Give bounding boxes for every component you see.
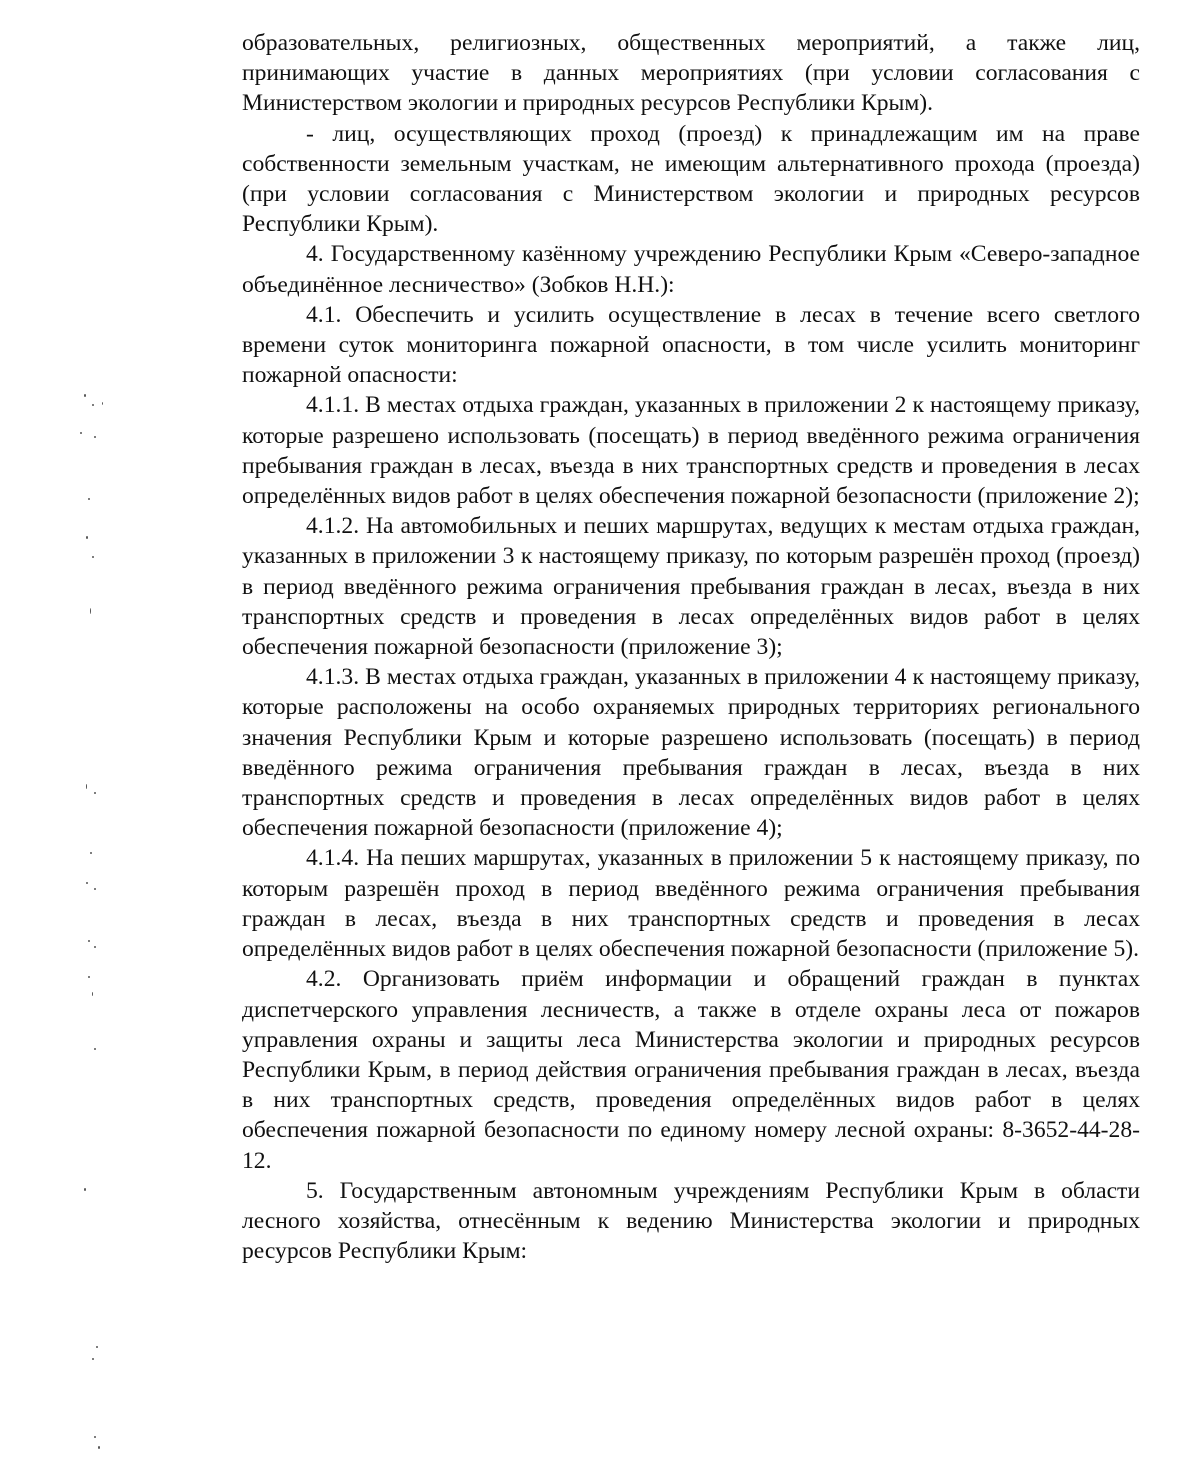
paragraph-item-4-1: 4.1. Обеспечить и усилить осуществление в лесах в течение всего светлого времени суток мониторинга пожарной опасности, в том числе усилить мониторинг пожарной опасности: [242,301,1140,389]
paragraph-item-4-1-4: 4.1.4. На пеших маршрутах, указанных в приложении 5 к настоящему приказу, по которым разрешён проход в период введённого режима ограничения пребывания граждан в лесах, въезда в них транспортных средств и проведения в лесах определённых видов работ в целях обеспечения пожарной безопасности (приложение 5). [242,845,1140,963]
paragraph-item-4-1-1: 4.1.1. В местах отдыха граждан, указанных в приложении 2 к настоящему приказу, которые разрешено использовать (посещать) в период введённого режима ограничения пребывания граждан в лесах, въезда в них транспортных средств и проведения в лесах определённых видов работ в целях обеспечения пожарной безопасности (приложение 2); [242,392,1140,510]
paragraph-continuation: образовательных, религиозных, общественных мероприятий, а также лиц, принимающих участие в данных мероприятиях (при условии согласования с Министерством экологии и природных ресурсов Республики Крым). [242,30,1140,117]
paragraph-landowners: - лиц, осуществляющих проход (проезд) к принадлежащим им на праве собственности земельным участкам, не имеющим альтернативного прохода (проезда) (при условии согласования с Министерством экологии и природных ресурсов Республики Крым). [242,120,1140,238]
paragraph-item-4-1-3: 4.1.3. В местах отдыха граждан, указанных в приложении 4 к настоящему приказу, которые расположены на особо охраняемых природных территориях регионального значения Республики Крым и которые разрешено использовать (посещать) в период введённого режима ограничения пребывания граждан в лесах, въезда в них транспортных средств и проведения в лесах определённых видов работ в целях обеспечения пожарной безопасности (приложение 4); [242,664,1140,842]
paragraph-item-5: 5. Государственным автономным учреждениям Республики Крым в области лесного хозяйства, отнесённым к ведению Министерства экологии и природных ресурсов Республики Крым: [242,1177,1140,1265]
paragraph-item-4-2: 4.2. Организовать приём информации и обращений граждан в пунктах диспетчерского управления лесничеств, а также в отделе охраны леса от пожаров управления охраны и защиты леса Министерства экологии и природных ресурсов Республики Крым, в период действия ограничения пребывания граждан в лесах, въезда в них транспортных средств, проведения определённых видов работ в целях обеспечения пожарной безопасности по единому номеру лесной охраны: 8-3652-44-28-12. [242,966,1140,1174]
paragraph-item-4: 4. Государственному казённому учреждению Республики Крым «Северо-западное объединённое лесничество» (Зобков Н.Н.): [242,241,1140,298]
scan-margin-noise [70,380,130,1480]
document-body [242,28,1140,1266]
paragraph-item-4-1-2: 4.1.2. На автомобильных и пеших маршрутах, ведущих к местам отдыха граждан, указанных в приложении 3 к настоящему приказу, по которым разрешён проход (проезд) в период введённого режима ограничения пребывания граждан в лесах, въезда в них транспортных средств и проведения в лесах определённых видов работ в целях обеспечения пожарной безопасности (приложение 3); [242,513,1140,661]
